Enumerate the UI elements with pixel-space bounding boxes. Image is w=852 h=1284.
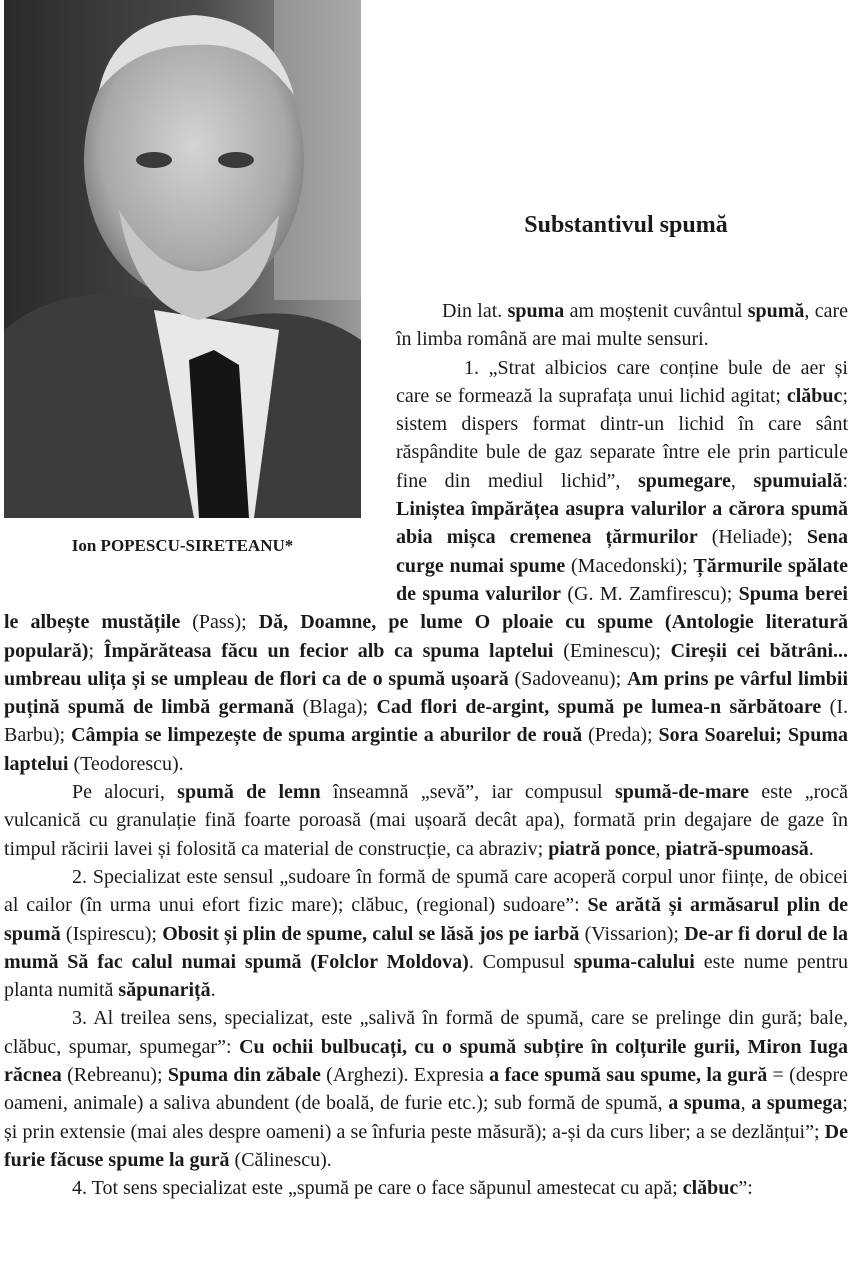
text-run: : bbox=[842, 469, 849, 492]
paragraph bbox=[4, 778, 848, 863]
bold-text: piatră ponce bbox=[548, 837, 656, 860]
text-run: (Heliade); bbox=[697, 526, 807, 549]
text-run: (I. Barbu); bbox=[4, 696, 848, 747]
bold-text: Cu ochii bulbucați, cu o spumă subțire în colțurile gurii, Miron Iuga răcnea bbox=[4, 1035, 849, 1087]
text-run: (Rebreanu); bbox=[61, 1064, 168, 1087]
bold-text: Cad flori de-argint, spumă pe lumea-n sărbătoare bbox=[376, 696, 822, 719]
text-run: Din lat. bbox=[442, 300, 508, 322]
text-run: ; sistem dispers format dintr-un lichid în care sânt răspândite bule de gaz separate între ele prin particule fine din mediul lichid”, bbox=[396, 384, 848, 492]
bold-text: De-ar fi dorul de la mumă Să fac calul numai spumă (Folclor Moldova) bbox=[4, 922, 848, 973]
text-run: am moștenit cuvântul bbox=[564, 300, 748, 322]
text-run: , bbox=[740, 1092, 752, 1115]
text-run: (Vissarion); bbox=[579, 922, 685, 945]
bold-text: a spuma bbox=[668, 1092, 741, 1115]
bold-text: Cireșii cei bătrâni... umbreau ulița și se umpleau de flori ca de o spumă ușoară bbox=[4, 639, 848, 690]
text-run: (Blaga); bbox=[294, 696, 377, 719]
paragraph bbox=[4, 863, 848, 1004]
bold-text: piatră-spumoasă bbox=[665, 837, 809, 860]
bold-text: spumegare bbox=[637, 469, 731, 492]
bold-text: clăbuc bbox=[682, 1177, 739, 1200]
text-run: , care în limba română are mai multe sensuri. bbox=[396, 300, 848, 351]
bold-text: Câmpia se limpezește de spuma argintie a aburilor de rouă bbox=[71, 724, 583, 747]
text-run: (Arghezi). Expresia bbox=[320, 1064, 490, 1087]
text-run: 3. Al treilea sens, specializat, este „salivă în formă de spumă, care se prelinge din gură; bale, clăbuc, spumar, spumegar”: bbox=[4, 1007, 848, 1058]
bold-text: clăbuc bbox=[786, 384, 843, 407]
paragraph bbox=[4, 1174, 848, 1202]
bold-text: Țărmurile spălate de spuma valurilor bbox=[396, 554, 848, 605]
bold-text: spuma bbox=[507, 300, 565, 322]
text-run: (Pass); bbox=[180, 611, 259, 634]
bold-text: Am prins pe vârful limbii puțină spumă de limbă germană bbox=[4, 667, 849, 719]
text-run: este „rocă vulcanică cu granulație fină foarte poroasă (mai ușoară decât apa), formată prin degajare de gaze în timpul răcirii lavei și folosită ca material de construcție, ca abraziv; bbox=[4, 781, 849, 860]
text-run: este nume pentru planta numită bbox=[4, 950, 848, 1002]
bold-text: a face spumă sau spume, la gură bbox=[489, 1064, 768, 1087]
text-run: 1. „Strat albicios care conține bule de aer și care se formează la suprafața unui lichid agitat; bbox=[396, 356, 848, 407]
text-run: 2. Specializat este sensul „sudoare în formă de spumă care acoperă corpul unor ființe, de obicei al cailor (în urma unui efort fizic mare); clăbuc, (regional) sudoare”: bbox=[4, 865, 848, 917]
text-run: (Preda); bbox=[582, 724, 659, 747]
text-run: înseamnă „sevă”, iar compusul bbox=[320, 781, 615, 804]
text-run: . bbox=[210, 979, 216, 1002]
bold-text: Dă, Doamne, pe lume O ploaie cu spume (Antologie literatură populară) bbox=[4, 611, 848, 662]
text-run: , bbox=[655, 837, 666, 860]
bold-text: De furie făcuse spume la gură bbox=[4, 1120, 848, 1171]
article-body bbox=[4, 297, 848, 1203]
bold-text: Obosit și plin de spume, calul se lăsă jos pe iarbă bbox=[162, 922, 580, 945]
text-run: . bbox=[808, 837, 814, 860]
text-run: . Compusul bbox=[468, 950, 574, 973]
text-run: (Ispirescu); bbox=[60, 922, 163, 945]
author-caption: Ion POPESCU-SIRETEANU* bbox=[71, 536, 294, 555]
text-run: ; și prin extensie (mai ales despre oameni) a se înfuria peste măsură); a-și da curs liber; a se dezlănțui”; bbox=[4, 1092, 848, 1143]
bold-text: Spuma din zăbale bbox=[167, 1064, 321, 1087]
text-run: = (despre oameni, animale) a saliva abundent (de boală, de furie etc.); sub formă de spumă, bbox=[4, 1064, 849, 1115]
text-run: ”: bbox=[738, 1177, 753, 1200]
text-run: (Eminescu); bbox=[553, 639, 671, 662]
bold-text: spumă bbox=[747, 300, 805, 322]
bold-text: Spuma berei le albește mustățile bbox=[4, 582, 848, 634]
bold-text: a spumega bbox=[751, 1092, 843, 1115]
bold-text: Se arătă și armăsarul plin de spumă bbox=[4, 894, 848, 945]
bold-text: Împărăteasa făcu un fecior alb ca spuma laptelui bbox=[103, 639, 554, 662]
text-run: ; bbox=[88, 639, 104, 662]
text-run: (G. M. Zamfirescu); bbox=[560, 582, 739, 605]
article-title: Substantivul spumă bbox=[524, 212, 728, 238]
paragraph bbox=[4, 1004, 848, 1174]
bold-text: spumă-de-mare bbox=[614, 781, 749, 804]
text-run: , bbox=[730, 469, 754, 492]
text-run: (Teodorescu). bbox=[68, 752, 184, 775]
bold-text: săpunariță bbox=[118, 979, 211, 1002]
bold-text: Liniștea împărățea asupra valurilor a cărora spumă abia mișca cremenea țărmurilor bbox=[396, 498, 848, 549]
text-run: (Sadoveanu); bbox=[508, 667, 627, 690]
bold-text: spuma-calului bbox=[573, 950, 695, 973]
portrait-text-wrap bbox=[4, 297, 396, 583]
bold-text: Sora Soarelui; Spuma laptelui bbox=[4, 724, 848, 775]
bold-text: spumuială bbox=[753, 469, 843, 492]
text-run: (Macedonski); bbox=[565, 554, 694, 577]
text-run: 4. Tot sens specializat este „spumă pe care o face săpunul amestecat cu apă; bbox=[72, 1177, 683, 1200]
bold-text: spumă de lemn bbox=[177, 781, 321, 804]
bold-text: Sena curge numai spume bbox=[396, 526, 848, 577]
text-run: (Călinescu). bbox=[229, 1148, 332, 1171]
text-run: Pe alocuri, bbox=[72, 781, 178, 804]
